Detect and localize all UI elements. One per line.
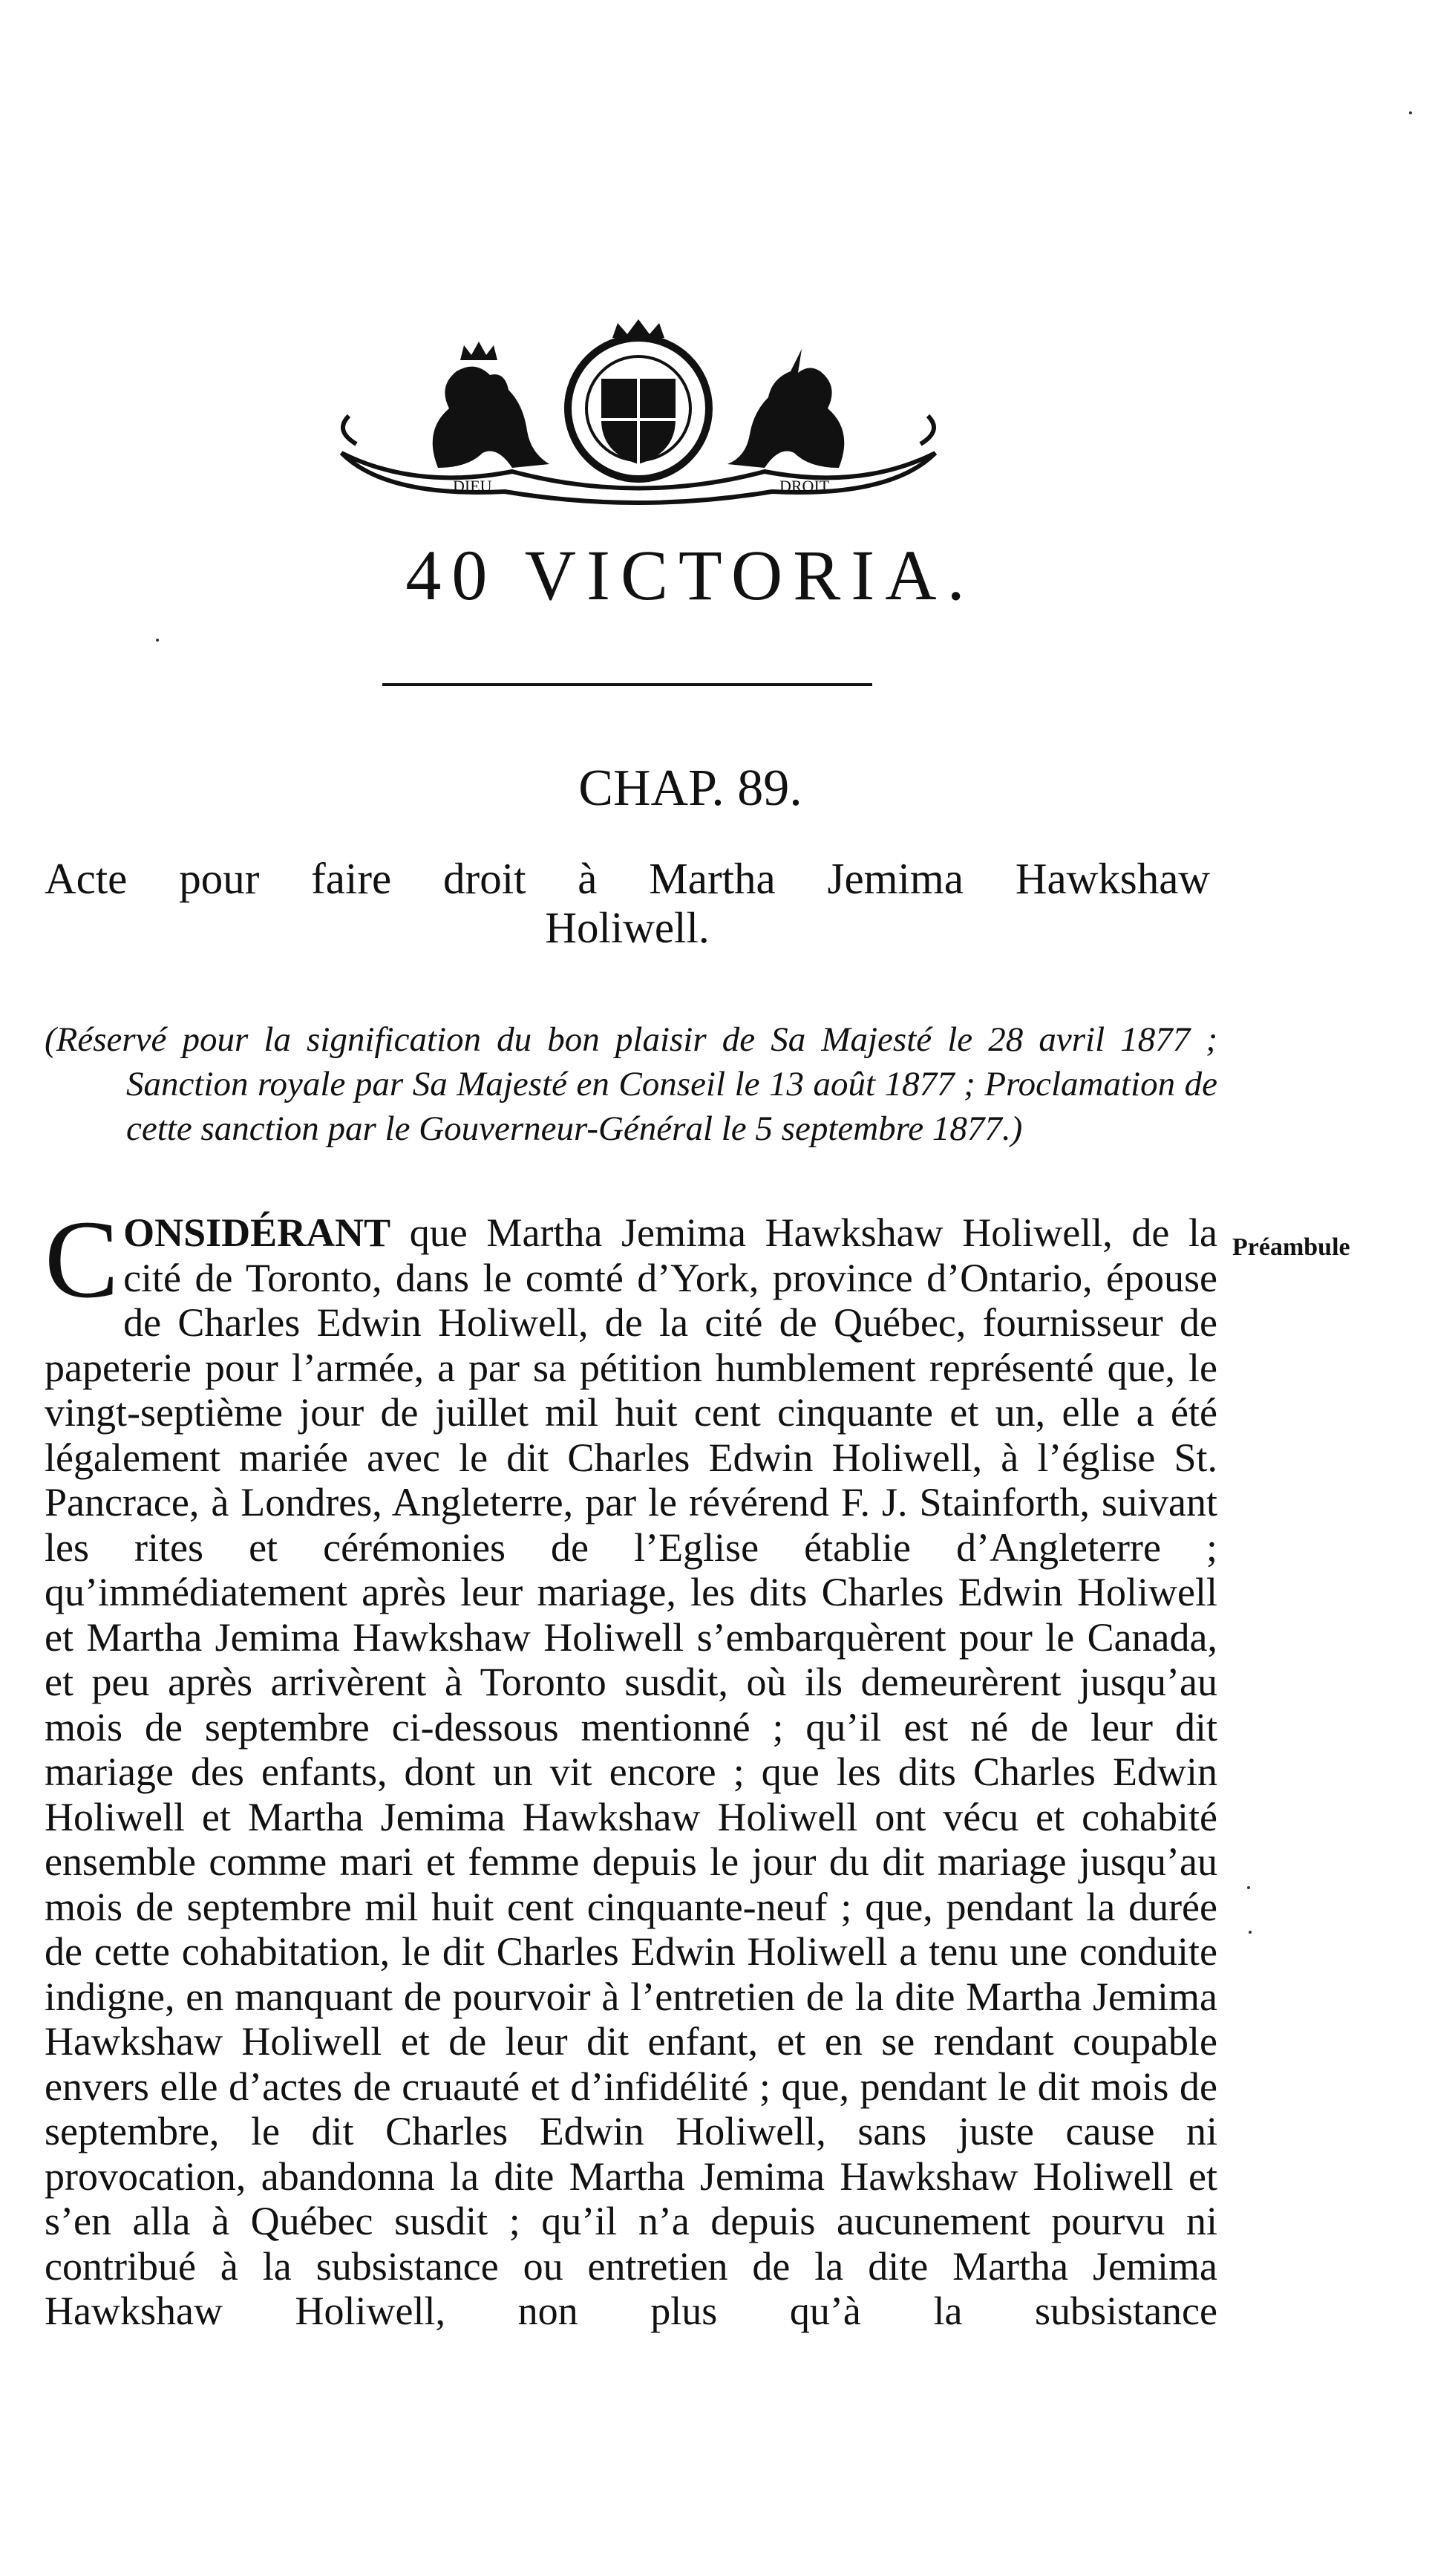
act-title <box>45 854 1210 952</box>
royal-assent-note: (Réservé pour la signification du bon plaisir de Sa Majesté le 28 avril 1877 ; Sanction royale par Sa Majesté en Conseil le 13 août 1877 ; Proclamation de cette sanction par le Gouverneur-Général le 5 septembre 1877.) <box>45 1020 1217 1148</box>
heading-divider <box>382 683 872 686</box>
act-title-line-2: Holiwell. <box>545 903 710 952</box>
preamble-text: que Martha Jemima Hawkshaw Holiwell, de la cité de Toronto, dans le comté d’York, province d’Ontario, épouse de Charles Edwin Holiwell, de la cité de Québec, fournisseur de papeterie pour l’armée, a par sa pétition humblement représenté que, le vingt-septième jour de juillet mil huit cent cinquante et un, elle a été légalement mariée avec le dit Charles Edwin Holiwell, à l’église St. Pancrace, à Londres, Angleterre, par le révérend F. J. Stainforth, suivant les rites et cérémonies de l’Eglise établie d’Angleterre ; qu’immédiatement après leur mariage, les dits Charles Edwin Holiwell et Martha Jemima Hawkshaw Holiwell s’embarquèrent pour le Canada, et peu après arrivèrent à Toronto susdit, où ils demeurèrent jusqu’au mois de septembre ci-dessous mentionné ; qu’il est né de leur dit mariage des enfants, dont un vit encore ; que les dits Charles Edwin Holiwell et Martha Jemima Hawkshaw Holiwell ont vécu et cohabité ensemble comme mari et femme depuis le jour du dit mariage jusqu’au mois de septembre mil huit cent cinquante-neuf ; que, pendant la durée de cette cohabitation, le dit Charles Edwin Holiwell a tenu une conduite indigne, en manquant de pourvoir à l’entretien de la dite Martha Jemima Hawkshaw Holiwell et de leur dit enfant, et en se rendant coupable envers elle d’actes de cruauté et d’infidélité ; que, pendant le dit mois de septembre, le dit Charles Edwin Holiwell, sans juste cause ni provocation, abandonna la dite Martha Jemima Hawkshaw Holiwell et s’en alla à Québec susdit ; qu’il n’a depuis aucunement pourvu ni contribué à la subsistance ou entretien de la dite Martha Jemima Hawkshaw Holiwell, non plus qu’à la subsistance <box>45 1210 1217 2333</box>
royal-coat-of-arms-icon <box>327 319 950 505</box>
preamble-paragraph <box>45 1198 1217 2334</box>
crest-motto-right: DROIT <box>779 477 830 495</box>
regnal-year-heading: 40 VICTORIA. <box>405 535 975 615</box>
act-title-line-1: Acte pour faire droit à Martha Jemima Hawkshaw <box>45 854 1210 903</box>
lead-word: ONSIDÉRANT <box>123 1210 391 1255</box>
marginal-note: Préambule <box>1232 1233 1350 1261</box>
chapter-heading: CHAP. 89. <box>578 760 802 817</box>
drop-cap: C <box>45 1198 120 1321</box>
crest-motto-left: DIEU <box>453 477 492 495</box>
